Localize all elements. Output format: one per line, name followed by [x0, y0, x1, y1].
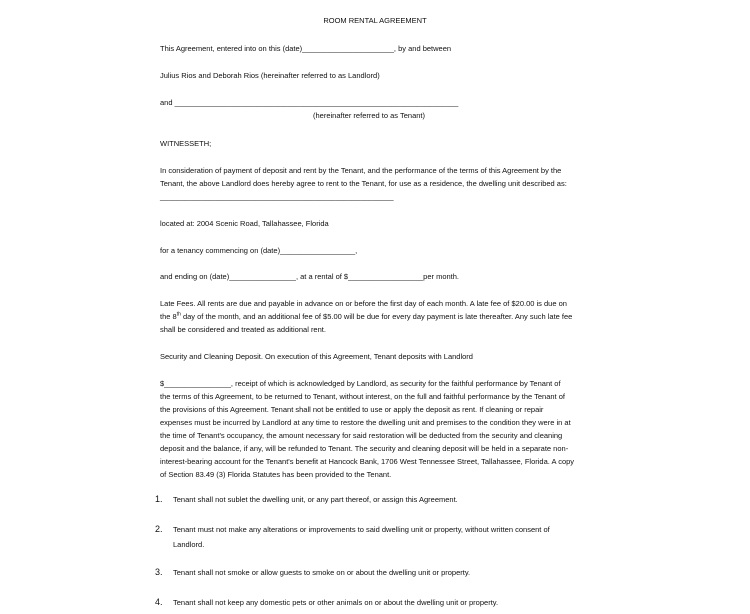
- consideration-blank-line: ________________________________________________________: [160, 192, 394, 201]
- rule-number-1: 1.: [155, 494, 163, 504]
- located-line: located at: 2004 Scenic Road, Tallahassee, Florida: [160, 219, 329, 228]
- ending-line: and ending on (date)________________, at a rental of $__________________per month.: [160, 272, 460, 281]
- rule-3-text: Tenant shall not smoke or allow guests to smoke on or about the dwelling unit or property.: [173, 568, 471, 577]
- rule-1-text: Tenant shall not sublet the dwelling unit, or any part thereof, or assign this Agreement.: [173, 495, 458, 504]
- rule-4-text: Tenant shall not keep any domestic pets or other animals on or about the dwelling unit or property.: [173, 598, 499, 607]
- rule-number-4: 4.: [155, 597, 163, 607]
- document-title: ROOM RENTAL AGREEMENT: [323, 16, 427, 25]
- rule-2-text-line-2: Landlord.: [173, 540, 205, 549]
- late-fees-line-2-start: the 8: [160, 312, 177, 321]
- security-line-7: interest-bearing account for the Tenant's benefit at Hancock Bank, 1706 West Tennessee Street, Tallahassee, Florida. A copy: [160, 457, 575, 466]
- and-line: and ____________________________________________________________________: [160, 98, 459, 107]
- late-fees-line-2-end: day of the month, and an additional fee of $5.00 will be due for every day payment is late thereafter. Any such late fee: [180, 312, 573, 321]
- security-line-4: expenses must be incurred by Landlord at any time to restore the dwelling unit and premises to the condition they were in at: [160, 418, 571, 427]
- security-line-5: the time of Tenant's occupancy, the amount necessary for said restoration will be deducted from the security and cleaning: [160, 431, 563, 440]
- security-line-6: deposit and the balance, if any, will be refunded to Tenant. The security and cleaning deposit will be held in a separate non-: [160, 444, 569, 453]
- security-line-2: the terms of this Agreement, to be returned to Tenant, without interest, on the full and faithful performance by the Tenant of: [160, 392, 565, 401]
- commencing-line: for a tenancy commencing on (date)__________________,: [160, 246, 358, 255]
- late-fees-line-1: Late Fees. All rents are due and payable in advance on or before the first day of each month. A late fee of $20.00 is due on: [160, 299, 567, 308]
- security-heading: Security and Cleaning Deposit. On execution of this Agreement, Tenant deposits with Landlord: [160, 352, 473, 361]
- tenant-reference: (hereinafter referred to as Tenant): [313, 111, 426, 120]
- security-line-8: of Section 83.49 (3) Florida Statutes has been provided to the Tenant.: [160, 470, 392, 479]
- rule-number-2: 2.: [155, 524, 163, 534]
- security-line-3: the provisions of this Agreement. Tenant shall not be entitled to use or apply the deposit as rent. If cleaning or repair: [160, 405, 544, 414]
- landlord-line: Julius Rios and Deborah Rios (hereinafter referred to as Landlord): [160, 71, 380, 80]
- intro-line: This Agreement, entered into on this (date)______________________, by and between: [160, 44, 452, 53]
- late-fees-line-3: shall be considered and treated as additional rent.: [160, 325, 326, 334]
- ordinal-suffix: th: [176, 311, 181, 318]
- late-fees-line-2: [160, 313, 572, 321]
- consideration-line-2: Tenant, the above Landlord does hereby agree to rent to the Tenant, for use as a residence, the dwelling unit described as:: [160, 179, 567, 188]
- security-line-1: $________________, receipt of which is acknowledged by Landlord, as security for the faithful performance by Tenant of: [160, 379, 561, 388]
- rule-number-3: 3.: [155, 567, 163, 577]
- witnesseth-heading: WITNESSETH;: [160, 139, 212, 148]
- rule-2-text-line-1: Tenant must not make any alterations or improvements to said dwelling unit or property, without written consent of: [173, 525, 550, 534]
- consideration-line-1: In consideration of payment of deposit and rent by the Tenant, and the performance of the terms of this Agreement by the: [160, 166, 562, 175]
